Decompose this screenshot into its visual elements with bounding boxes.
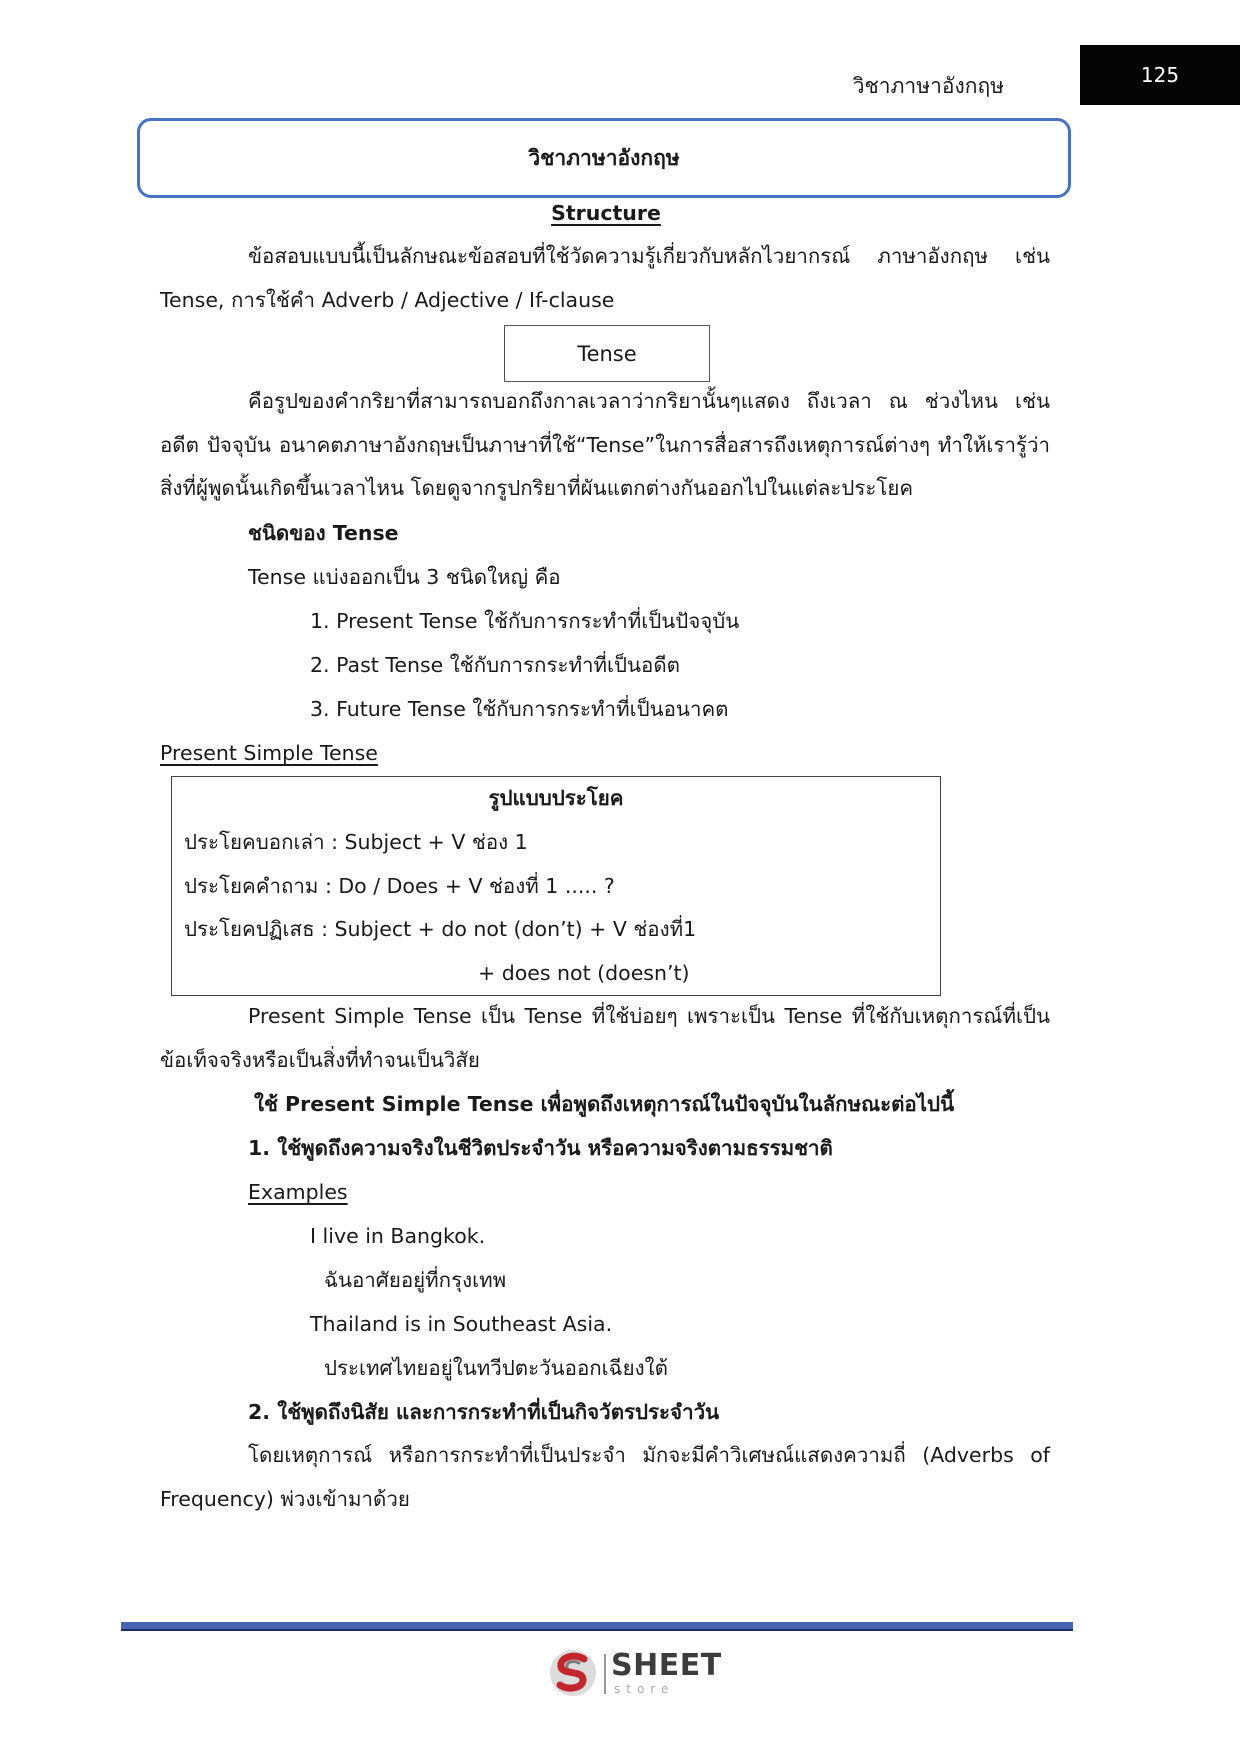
example-thai: ประเทศไทยอยู่ในทวีปตะวันออกเฉียงใต้ (324, 1356, 668, 1380)
page-number: 125 (1080, 45, 1240, 105)
title-box (137, 118, 1071, 198)
sentence-form-box (171, 776, 941, 996)
tense-type-item: 1. Present Tense ใช้กับการกระทำที่เป็นปัจจุบัน (310, 609, 740, 633)
logo-subtext: store (614, 1682, 675, 1696)
tense-box-label: Tense (577, 341, 637, 366)
present-simple-description: Present Simple Tense เป็น Tense ที่ใช้บ่อยๆ เพราะเป็น Tense ที่ใช้กับเหตุการณ์ที่เป็นข้อเท็จจริงหรือเป็นสิ่งที่ทำจนเป็นวิสัย (160, 1004, 1050, 1072)
tense-box (504, 325, 710, 382)
tense-type-item: 2. Past Tense ใช้กับการกระทำที่เป็นอดีต (310, 653, 680, 677)
intro-paragraph: ข้อสอบแบบนี้เป็นลักษณะข้อสอบที่ใช้วัดความรู้เกี่ยวกับหลักไวยากรณ์ ภาษาอังกฤษ เช่น Tense, การใช้คำ Adverb / Adjective / If-clause (160, 244, 1050, 312)
structure-heading: Structure (551, 201, 661, 225)
form-affirmative: ประโยคบอกเล่า : Subject + V ช่อง 1 (184, 830, 528, 854)
tense-types-heading: ชนิดของ Tense (248, 521, 399, 545)
tense-types-intro: Tense แบ่งออกเป็น 3 ชนิดใหญ่ คือ (248, 565, 561, 589)
form-question: ประโยคคำถาม : Do / Does + V ช่องที่ 1 ..... ? (184, 874, 615, 898)
sheet-store-logo (548, 1648, 722, 1698)
usage-item-1: 1. ใช้พูดถึงความจริงในชีวิตประจำวัน หรือความจริงตามธรรมชาติ (248, 1136, 833, 1160)
footer-rule (121, 1622, 1073, 1631)
tense-definition: คือรูปของคำกริยาที่สามารถบอกถึงกาลเวลาว่ากริยานั้นๆแสดง ถึงเวลา ณ ช่วงไหน เช่น อดีต ปัจจุบัน อนาคตภาษาอังกฤษเป็นภาษาที่ใช้“Tense”ในการสื่อสารถึงเหตุการณ์ต่างๆ ทำให้เรารู้ว่าสิ่งที่ผู้พูดนั้นเกิดขึ้นเวลาไหน โดยดูจากรูปกริยาที่ผันแตกต่างกันออกไปในแต่ละประโยค (160, 389, 1050, 500)
header-subject: วิชาภาษาอังกฤษ (852, 74, 1004, 98)
usage-item-2: 2. ใช้พูดถึงนิสัย และการกระทำที่เป็นกิจวัตรประจำวัน (248, 1400, 720, 1424)
usage-heading: ใช้ Present Simple Tense เพื่อพูดถึงเหตุการณ์ในปัจจุบันในลักษณะต่อไปนี้ (254, 1092, 955, 1116)
page-title: วิชาภาษาอังกฤษ (528, 145, 680, 170)
form-negative-alt: + does not (doesn’t) (478, 961, 690, 985)
examples-label: Examples (248, 1180, 348, 1204)
present-simple-heading: Present Simple Tense (160, 741, 378, 765)
form-box-title: รูปแบบประโยค (488, 786, 624, 810)
logo-separator (604, 1654, 606, 1694)
example-thai: ฉันอาศัยอยู่ที่กรุงเทพ (324, 1268, 507, 1292)
logo-text: SHEET (611, 1648, 722, 1683)
tense-type-item: 3. Future Tense ใช้กับการกระทำที่เป็นอนาคต (310, 697, 729, 721)
usage-2-paragraph: โดยเหตุการณ์ หรือการกระทำที่เป็นประจำ มักจะมีคำวิเศษณ์แสดงความถี่ (Adverbs of Frequency) พ่วงเข้ามาด้วย (160, 1443, 1050, 1511)
sheet-logo-icon (548, 1648, 598, 1698)
example-english: I live in Bangkok. (310, 1224, 486, 1248)
form-negative: ประโยคปฏิเสธ : Subject + do not (don’t) + V ช่องที่1 (184, 917, 697, 941)
example-english: Thailand is in Southeast Asia. (310, 1312, 613, 1336)
